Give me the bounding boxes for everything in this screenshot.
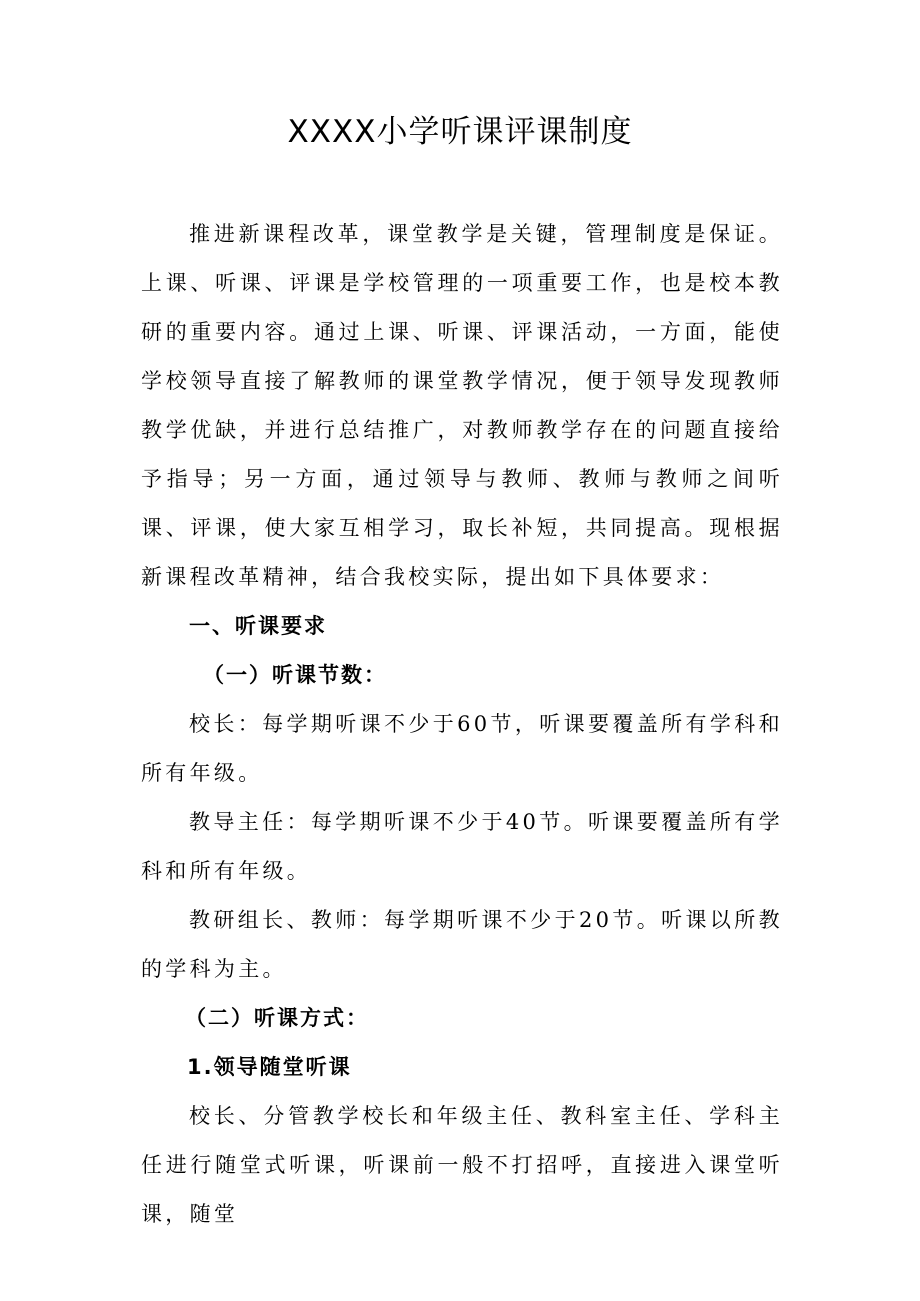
intro-paragraph: 推进新课程改革，课堂教学是关键，管理制度是保证。上课、听课、评课是学校管理的一项重要工作，也是校本教研的重要内容。通过上课、听课、评课活动，一方面，能使学校领导直接了解教师的课堂教学情况，便于领导发现教师教学优缺，并进行总结推广，对教师教学存在的问题直接给予指导；另一方面，通过领导与教师、教师与教师之间听课、评课，使大家互相学习，取长补短，共同提高。现根据新课程改革精神，结合我校实际，提出如下具体要求：	[141, 222, 783, 589]
paragraph-leader-listening: 校长、分管教学校长和年级主任、教科室主任、学科主任进行随堂式听课，听课前一般不打招呼，直接进入课堂听课，随堂	[141, 1104, 783, 1226]
paragraph-teacher-requirement: 教研组长、教师：每学期听课不少于20节。听课以所教的学科为主。	[141, 908, 783, 981]
section-heading-listening-requirements: 一、听课要求	[189, 614, 327, 638]
item-heading-leader-listening: 1.领导随堂听课	[187, 1055, 352, 1079]
paragraph-director-requirement: 教导主任：每学期听课不少于40节。听课要覆盖所有学科和所有年级。	[141, 810, 783, 883]
document-title: XXXX小学听课评课制度	[287, 114, 633, 150]
subsection-heading-lesson-count: （一）听课节数：	[203, 663, 387, 687]
subsection-heading-listening-method: （二）听课方式：	[185, 1006, 369, 1030]
document-body	[141, 210, 783, 1239]
paragraph-principal-requirement: 校长：每学期听课不少于60节，听课要覆盖所有学科和所有年级。	[141, 712, 783, 785]
